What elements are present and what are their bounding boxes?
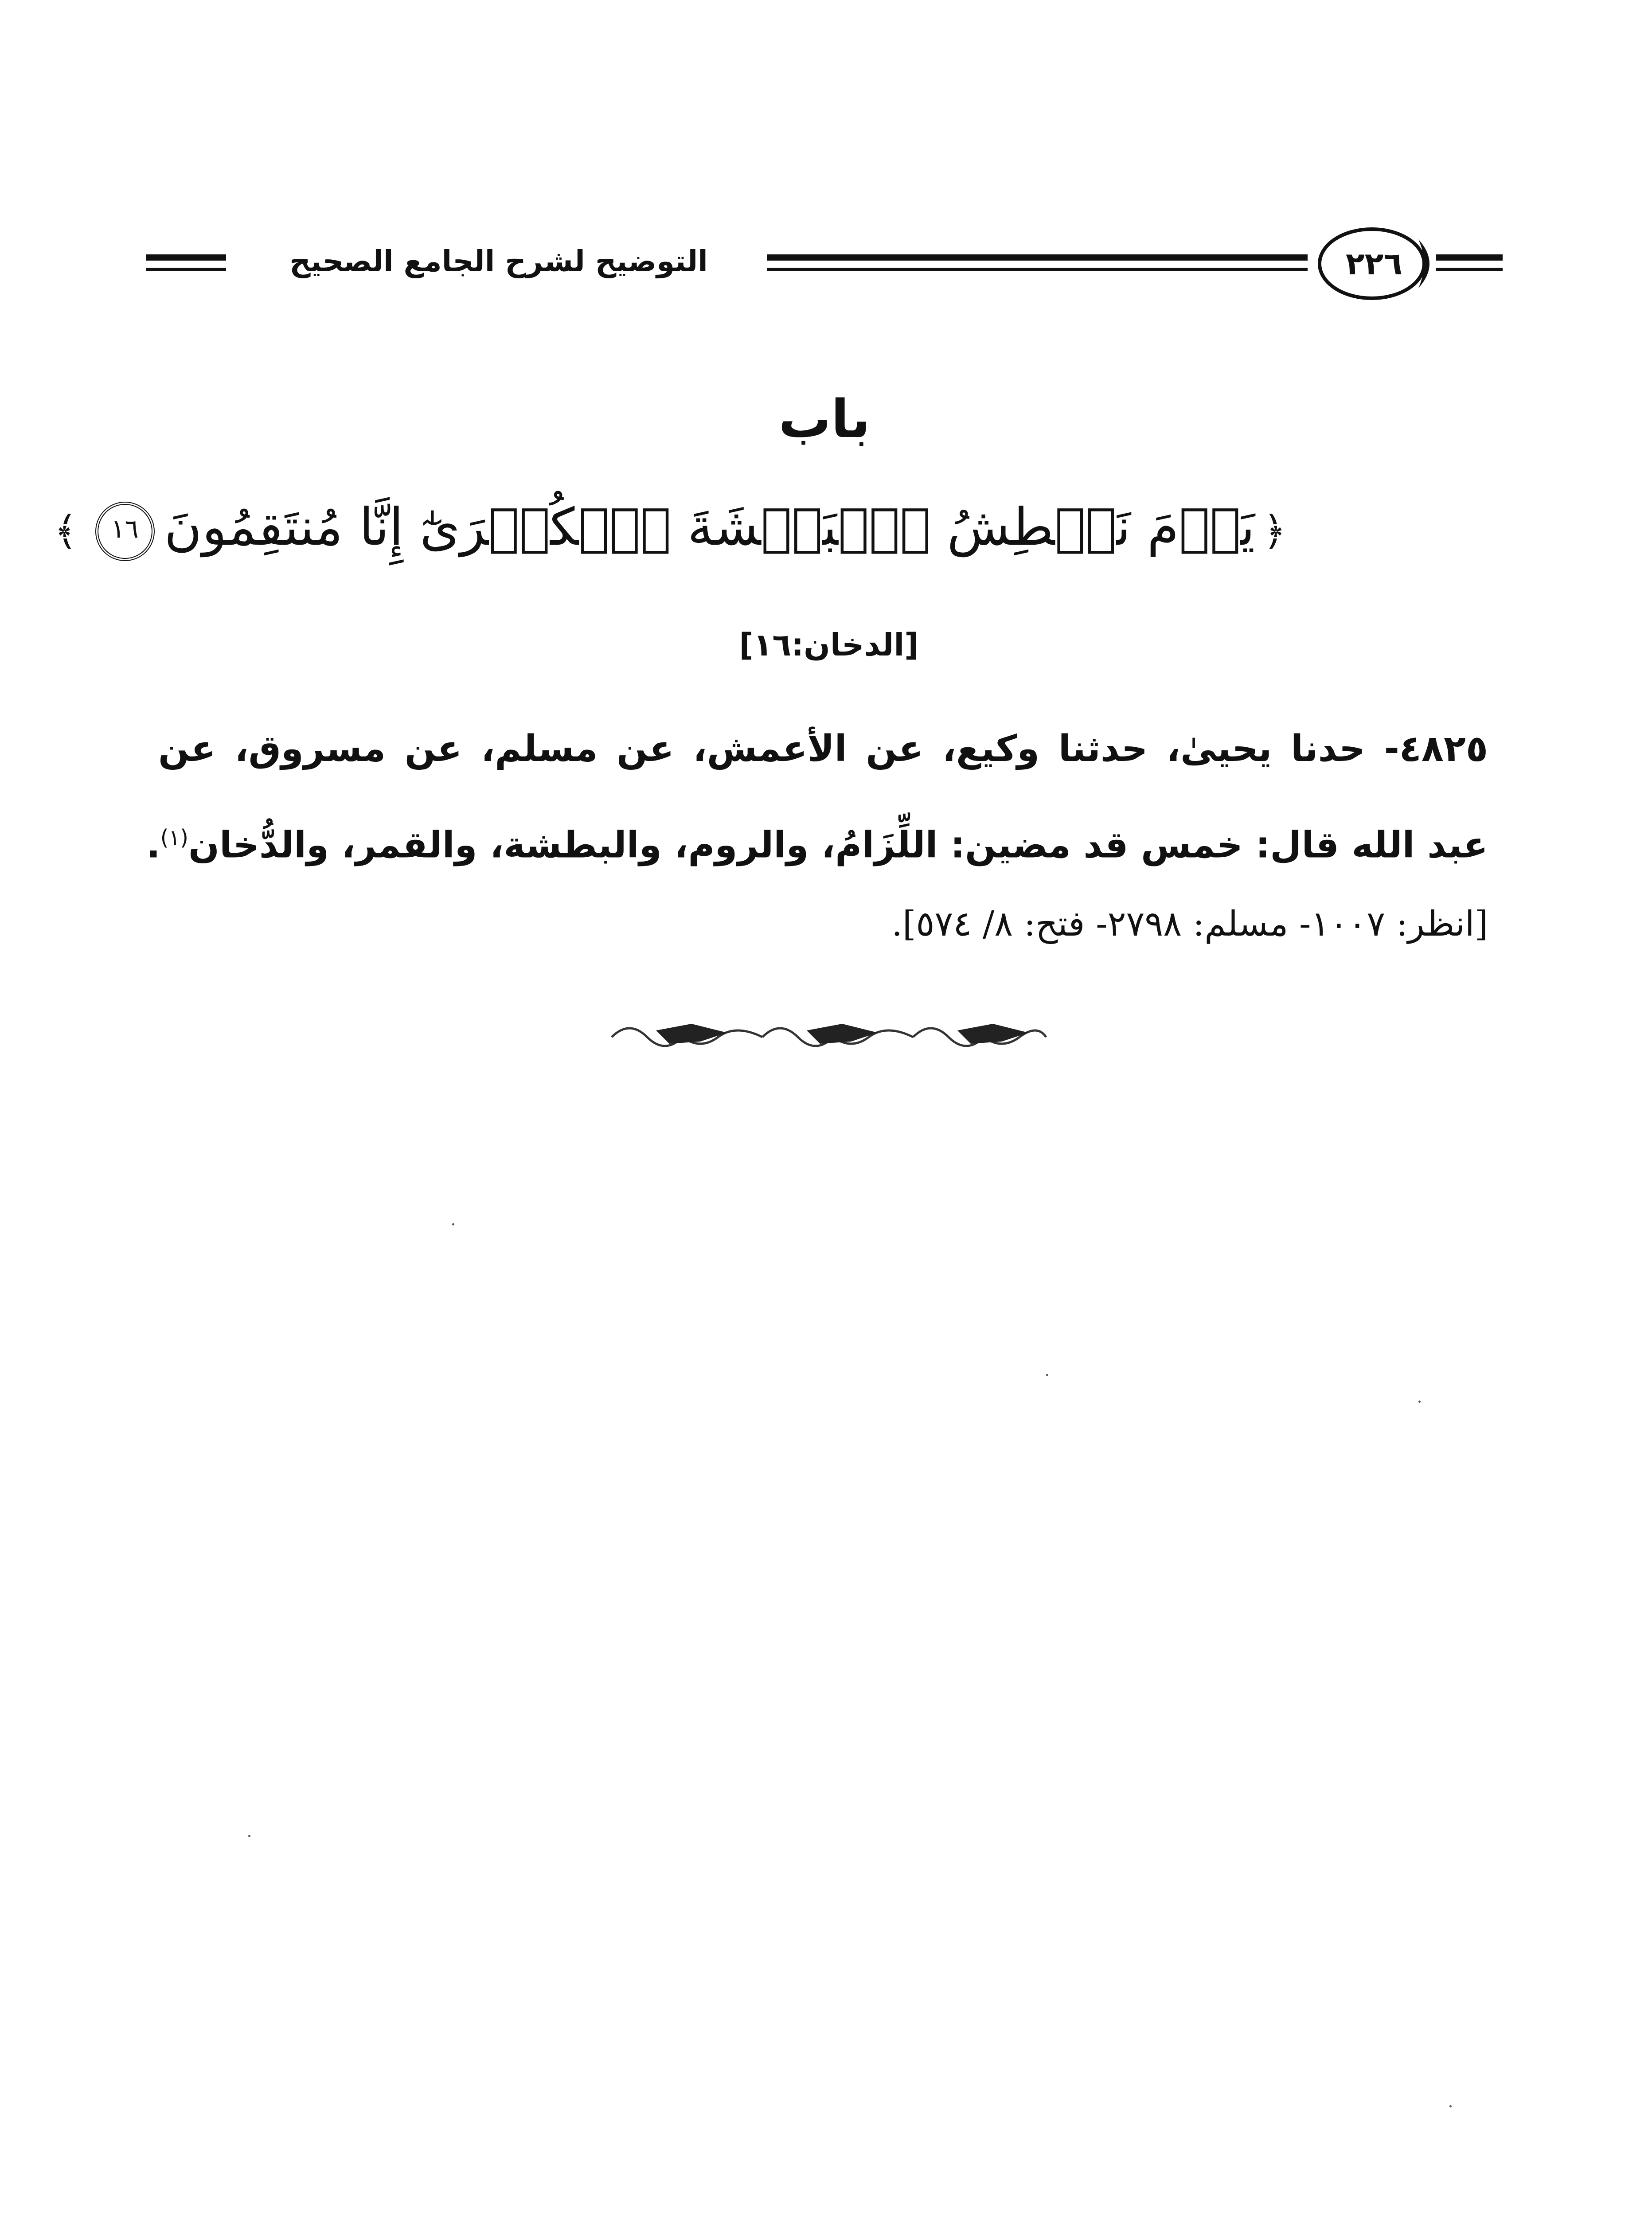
header-rule-middle-thin bbox=[767, 268, 1308, 271]
hadith-line-2-end: . bbox=[146, 824, 160, 866]
cross-reference: [انظر: ١٠٠٧- مسلم: ٢٧٩٨- فتح: ٨/ ٥٧٤]. bbox=[891, 904, 1488, 944]
header-rule-right-thin bbox=[1436, 268, 1503, 271]
header-rule-left-thin bbox=[146, 268, 226, 271]
scan-speck bbox=[248, 1835, 250, 1837]
verse-reference: [الدخان:١٦] bbox=[739, 627, 919, 663]
header-rule-middle-thick bbox=[767, 254, 1308, 261]
verse-text: يَوۡمَ نَبۡطِشُ ٱلۡبَطۡشَةَ ٱلۡكُبۡرَىٰٓ إِنَّا مُنتَقِمُونَ bbox=[164, 497, 1255, 557]
header-rule-right-thick bbox=[1436, 254, 1503, 261]
footnote-reference: (١) bbox=[160, 825, 188, 850]
scan-speck bbox=[1046, 1374, 1048, 1376]
hadith-text-line-2 bbox=[146, 798, 1488, 878]
ornate-bracket-open-icon: ﴿ bbox=[1263, 507, 1286, 554]
decorative-divider-icon bbox=[603, 1006, 1055, 1064]
scan-speck bbox=[1418, 1401, 1421, 1403]
running-title: التوضيح لشرح الجامع الصحيح bbox=[289, 244, 708, 278]
page-number: ٢٢٦ bbox=[1345, 246, 1403, 282]
scan-speck bbox=[1449, 2105, 1452, 2107]
ornate-bracket-close-icon: ﴾ bbox=[54, 507, 78, 554]
header-rule-left-thick bbox=[146, 254, 226, 261]
quran-verse bbox=[54, 474, 1294, 581]
hadith-text-line-1: ٤٨٢٥- حدنا يحيىٰ، حدثنا وكيع، عن الأعمش، عن مسلم، عن مسروق، عن bbox=[158, 728, 1488, 770]
ayah-number-marker: ١٦ bbox=[95, 502, 155, 561]
scan-speck bbox=[452, 1223, 454, 1225]
chapter-title: باب bbox=[778, 388, 871, 449]
hadith-text-line-2-body: عبد الله قال: خمس قد مضين: اللِّزَامُ، والروم، والبطشة، والقمر، والدُّخان bbox=[188, 824, 1488, 866]
